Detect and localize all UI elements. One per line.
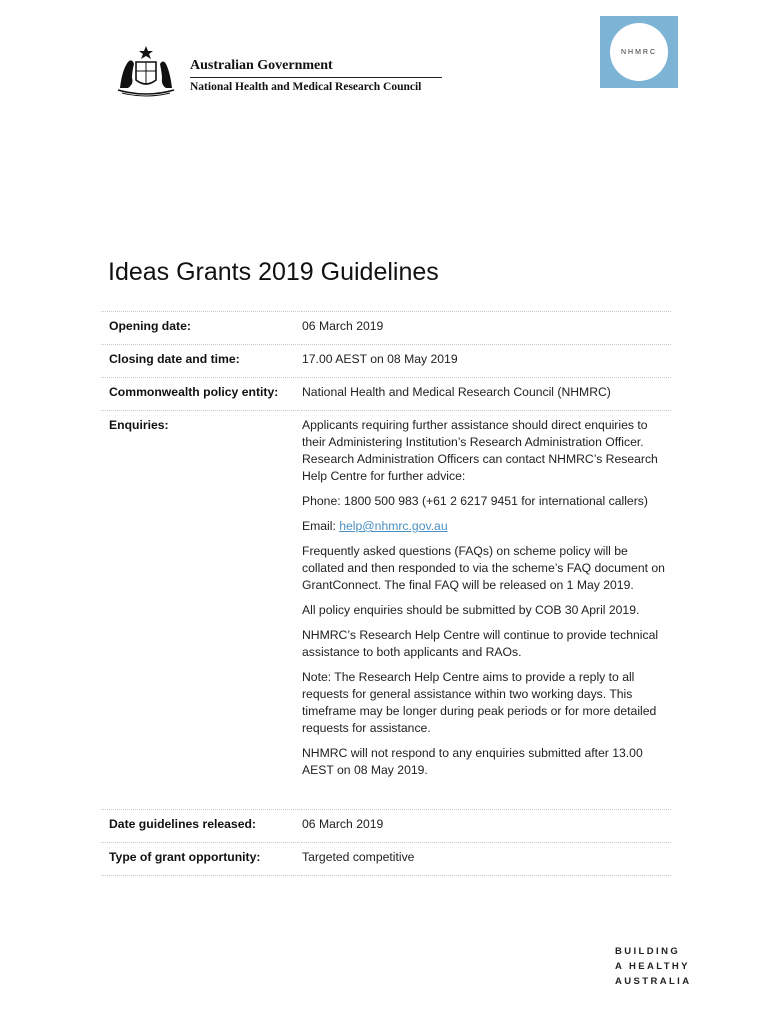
email-link[interactable]: help@nhmrc.gov.au — [339, 519, 448, 533]
header-divider — [190, 77, 442, 78]
grant-type-value: Targeted competitive — [302, 843, 671, 876]
table-row — [101, 345, 671, 378]
enquiries-phone: Phone: 1800 500 983 (+61 2 6217 9451 for international callers) — [302, 494, 648, 508]
table-row — [101, 843, 671, 876]
council-name: National Health and Medical Research Council — [190, 81, 422, 93]
table-row — [101, 810, 671, 843]
government-header — [108, 44, 448, 100]
enquiries-label: Enquiries: — [101, 411, 302, 810]
policy-entity-label: Commonwealth policy entity: — [101, 378, 302, 411]
nhmrc-logo — [600, 16, 678, 88]
nhmrc-logo-text: NHMRC — [610, 23, 668, 81]
enquiries-intro: Applicants requiring further assistance should direct enquiries to their Administering Institution’s Research Administration Officer. Research Administration Officers can contact NHMRC’s Research Help Centre for further advice: — [302, 418, 658, 483]
closing-date-value: 17.00 AEST on 08 May 2019 — [302, 345, 671, 378]
coat-of-arms-icon — [108, 44, 184, 98]
tagline-line-3: AUSTRALIA — [615, 976, 692, 987]
tagline-line-2: A HEALTHY — [615, 961, 690, 972]
guideline-details-table — [101, 311, 671, 876]
policy-entity-value: National Health and Medical Research Council (NHMRC) — [302, 378, 671, 411]
email-label: Email: — [302, 519, 340, 533]
tagline — [615, 944, 692, 989]
enquiries-help-centre: NHMRC’s Research Help Centre will continue to provide technical assistance to both applicants and RAOs. — [302, 628, 659, 659]
table-row — [101, 378, 671, 411]
table-row — [101, 411, 671, 810]
opening-date-label: Opening date: — [101, 312, 302, 345]
release-date-label: Date guidelines released: — [101, 810, 302, 843]
enquiries-note: Note: The Research Help Centre aims to provide a reply to all requests for general assistance within two working days. This timeframe may be longer during peak periods or for more detailed requests for assistance. — [302, 670, 657, 735]
enquiries-faq: Frequently asked questions (FAQs) on scheme policy will be collated and then responded to via the scheme’s FAQ document on GrantConnect. The final FAQ will be released on 1 May 2019. — [302, 544, 665, 592]
enquiries-email-line — [302, 518, 671, 535]
opening-date-value: 06 March 2019 — [302, 312, 671, 345]
table-row — [101, 312, 671, 345]
government-name: Australian Government — [190, 58, 333, 73]
enquiries-cutoff: NHMRC will not respond to any enquiries submitted after 13.00 AEST on 08 May 2019. — [302, 746, 643, 777]
grant-type-label: Type of grant opportunity: — [101, 843, 302, 876]
enquiries-value — [302, 411, 671, 810]
tagline-line-1: BUILDING — [615, 946, 681, 957]
release-date-value: 06 March 2019 — [302, 810, 671, 843]
page-title: Ideas Grants 2019 Guidelines — [108, 258, 439, 286]
closing-date-label: Closing date and time: — [101, 345, 302, 378]
enquiries-policy-deadline: All policy enquiries should be submitted by COB 30 April 2019. — [302, 603, 640, 617]
